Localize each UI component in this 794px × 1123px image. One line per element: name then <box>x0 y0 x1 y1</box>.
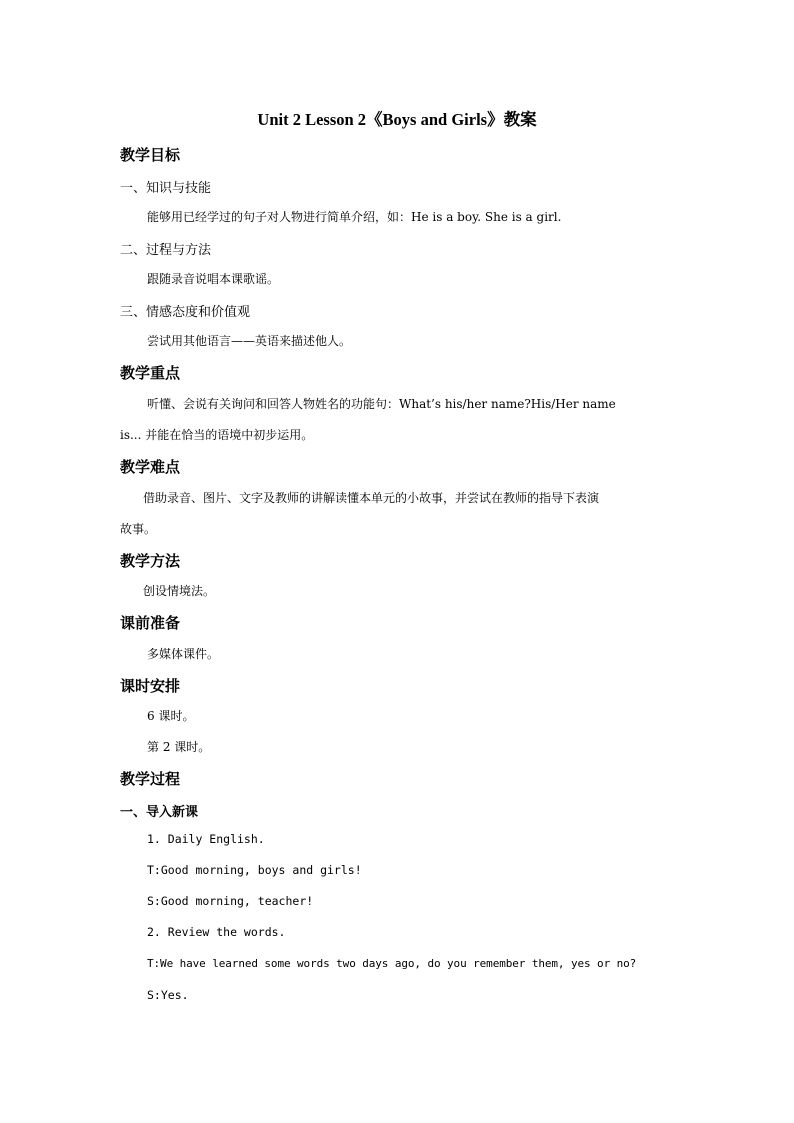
heading-preparation: 课前准备 <box>120 614 181 632</box>
knowledge-text: 能够用已经学过的句子对人物进行简单介绍，如：He is a boy. She is a girl. <box>147 210 562 224</box>
key-points-line-2: is... 并能在恰当的语境中初步运用。 <box>120 428 314 442</box>
heading-objectives: 教学目标 <box>120 146 181 164</box>
heading-procedure: 教学过程 <box>120 770 181 788</box>
procedure-line: 2. Review the words. <box>147 925 286 939</box>
subheading-attitude: 三、情感态度和价值观 <box>120 305 251 320</box>
process-text: 跟随录音说唱本课歌谣。 <box>147 272 280 286</box>
document-title: Unit 2 Lesson 2《Boys and Girls》教案 <box>257 110 537 129</box>
difficulties-line-1: 借助录音、图片、文字及教师的讲解读懂本单元的小故事，并尝试在教师的指导下表演 <box>143 491 600 505</box>
heading-key-points: 教学重点 <box>120 364 181 382</box>
procedure-line: S:Good morning, teacher! <box>147 894 314 908</box>
subheading-knowledge: 一、知识与技能 <box>120 181 212 196</box>
key-points-line-1: 听懂、会说有关询问和回答人物姓名的功能句：What’s his/her name?His/Her name <box>147 397 616 411</box>
procedure-line: T:Good morning, boys and girls! <box>147 863 362 877</box>
difficulties-line-2: 故事。 <box>120 522 157 536</box>
procedure-line: S:Yes. <box>147 988 189 1002</box>
procedure-line: T:We have learned some words two days ago, do you remember them, yes or no? <box>147 957 637 970</box>
subheading-introduction: 一、导入新课 <box>120 805 199 820</box>
heading-schedule: 课时安排 <box>120 677 181 695</box>
methods-text: 创设情境法。 <box>143 584 216 598</box>
schedule-current: 第 2 课时。 <box>147 740 211 754</box>
preparation-text: 多媒体课件。 <box>147 647 220 661</box>
attitude-text: 尝试用其他语言——英语来描述他人。 <box>147 334 352 348</box>
procedure-line: 1. Daily English. <box>147 832 265 846</box>
heading-methods: 教学方法 <box>120 552 181 570</box>
subheading-process: 二、过程与方法 <box>120 243 212 258</box>
schedule-total: 6 课时。 <box>147 709 195 723</box>
heading-difficulties: 教学难点 <box>120 458 181 476</box>
